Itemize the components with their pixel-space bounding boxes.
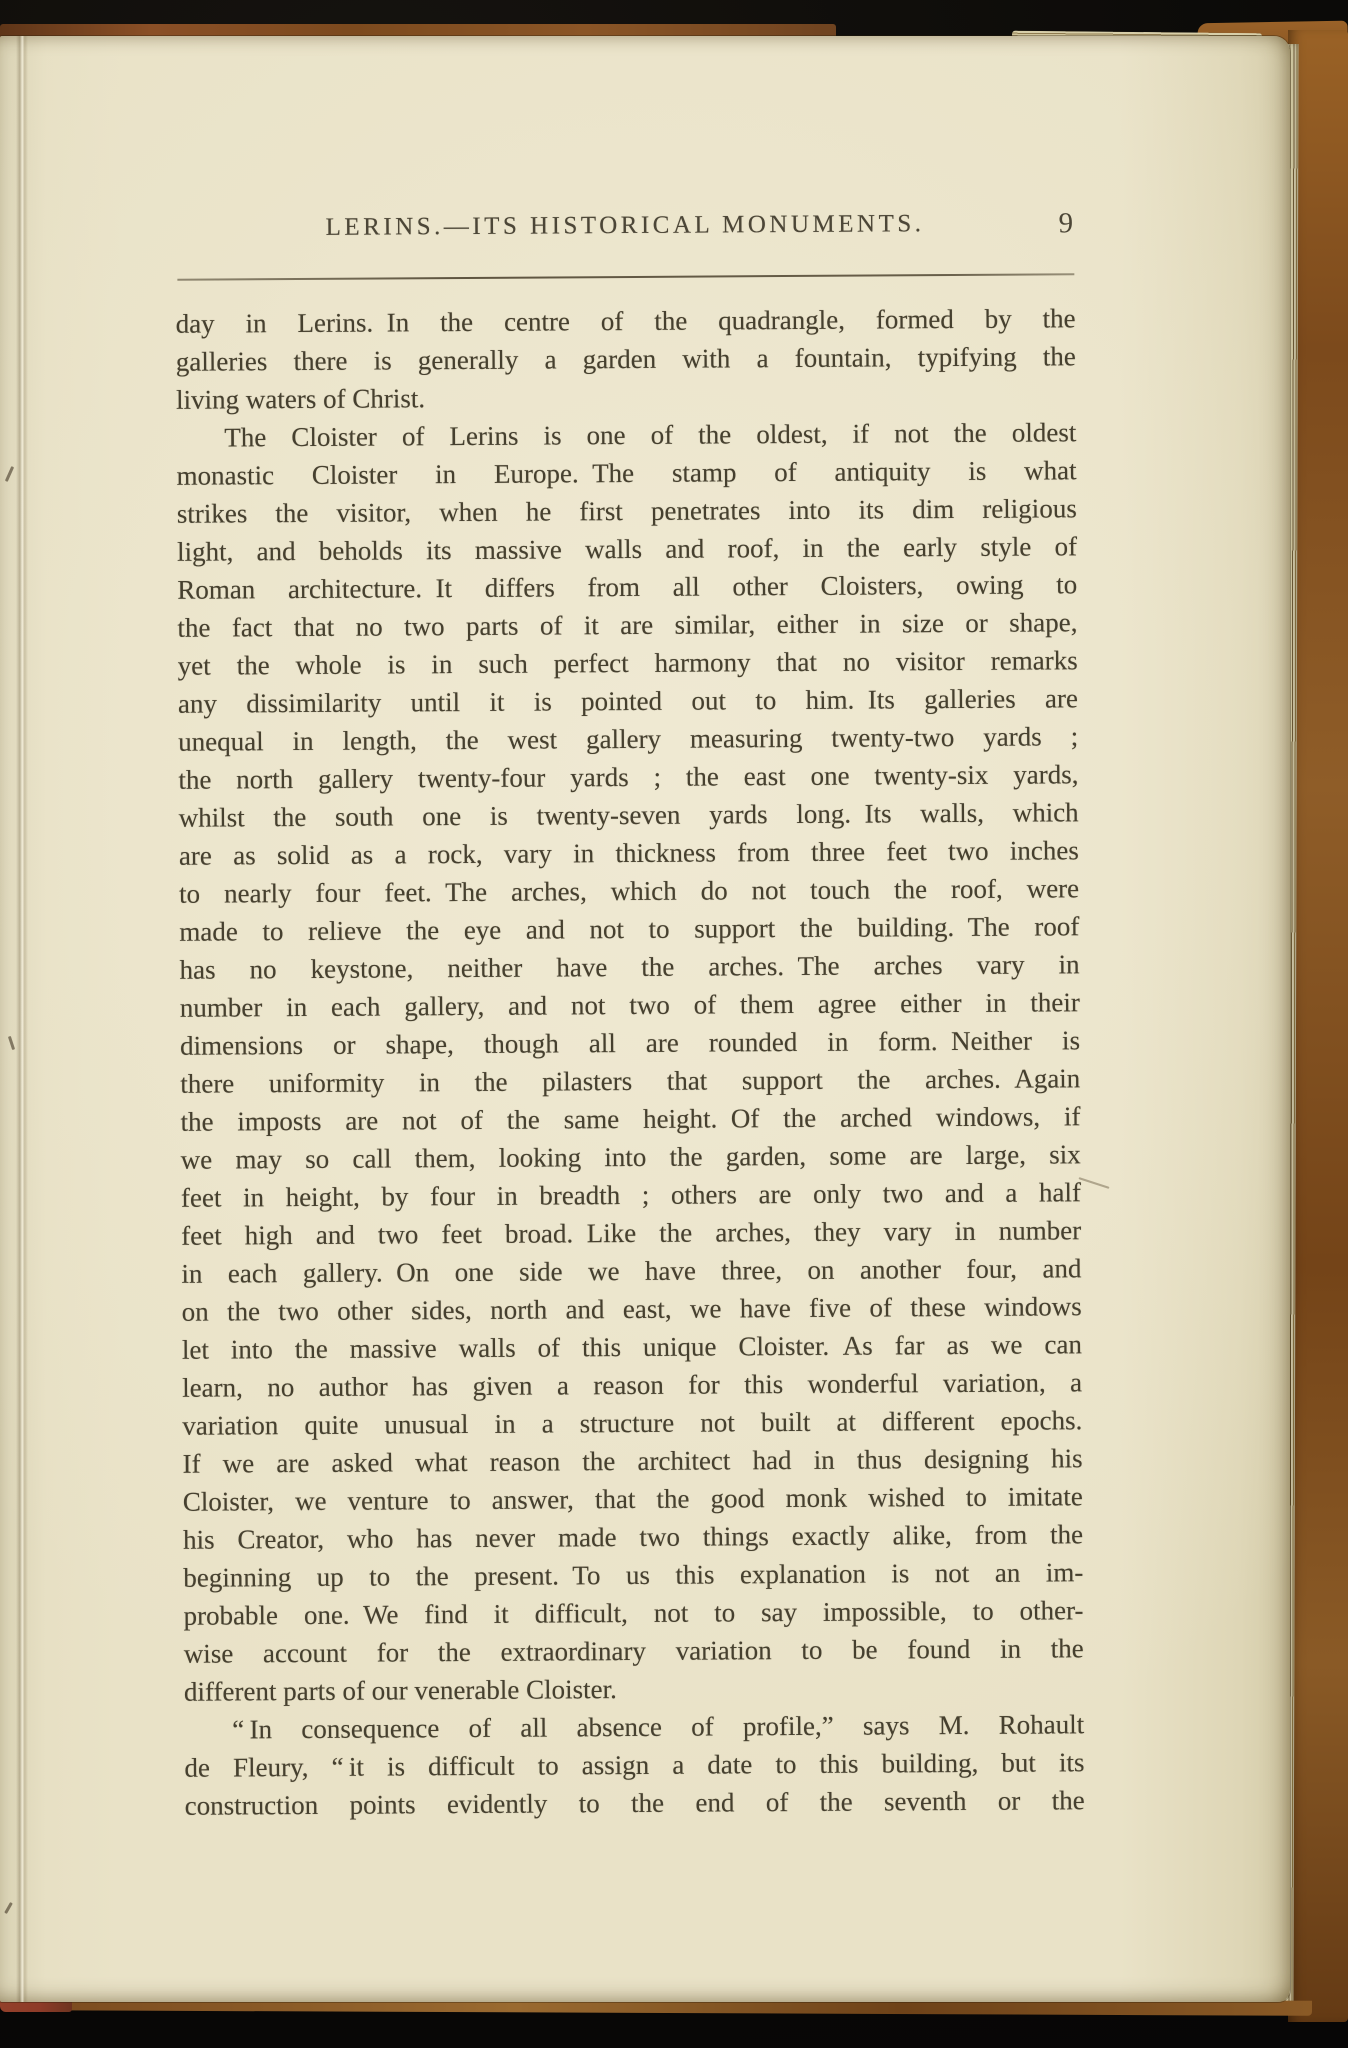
text-line: light, and beholds its massive walls and roof, in the early style of: [176, 531, 1078, 567]
text-line: we may so call them, looking into the garden, some are large, six: [180, 1139, 1081, 1175]
text-line: beginning up to the present. To us this explanation is not an im-: [183, 1557, 1084, 1593]
text-line: different parts of our venerable Cloister.: [183, 1674, 617, 1707]
text-line: unequal in length, the west gallery measuring twenty-two yards ;: [178, 721, 1079, 757]
page-header-row: [175, 209, 1075, 246]
text-line: has no keystone, neither have the arches. The arches vary in: [179, 949, 1080, 985]
text-line: the imposts are not of the same height. Of the arched windows, if: [180, 1101, 1081, 1137]
page-number: 9: [1058, 207, 1074, 240]
header-rule: [177, 273, 1074, 280]
text-line: whilst the south one is twenty-seven yards long. Its walls, which: [178, 797, 1079, 833]
text-line: The Cloister of Lerins is one of the oldest, if not the oldest: [224, 417, 1077, 453]
text-line: made to relieve the eye and not to support the building. The roof: [179, 911, 1080, 947]
text-line: construction points evidently to the end of the seventh or the: [184, 1785, 1085, 1821]
text-line: Cloister, we venture to answer, that the good monk wished to imitate: [182, 1481, 1083, 1517]
text-line: dimensions or shape, though all are rounded in form. Neither is: [179, 1025, 1081, 1061]
text-line: day in Lerins. In the centre of the quadrangle, formed by the: [175, 303, 1076, 339]
text-line: the fact that no two parts of it are similar, either in size or shape,: [177, 607, 1078, 643]
text-line: let into the massive walls of this unique Cloister. As far as we can: [181, 1329, 1082, 1365]
text-line: in each gallery. On one side we have three, on another four, and: [181, 1253, 1082, 1289]
margin-mark: [4, 1902, 13, 1914]
text-line: feet in height, by four in breadth ; others are only two and a half: [180, 1177, 1082, 1213]
text-line: Roman architecture. It differs from all other Cloisters, owing to: [177, 569, 1078, 605]
body-text: [176, 299, 1085, 1824]
text-line: to nearly four feet. The arches, which do not touch the roof, were: [179, 873, 1080, 909]
margin-mark: [8, 1036, 15, 1050]
text-line: number in each gallery, and not two of them agree either in their: [179, 987, 1080, 1023]
text-line: living waters of Christ.: [176, 383, 426, 415]
book-page: [0, 36, 1290, 2002]
text-line: probable one. We find it difficult, not to say impossible, to other-: [183, 1595, 1084, 1631]
text-line: there uniformity in the pilasters that support the arches. Again: [180, 1063, 1081, 1099]
text-line: are as solid as a rock, vary in thickness from three feet two inches: [178, 835, 1079, 871]
margin-mark: [5, 466, 14, 482]
text-line: learn, no author has given a reason for this wonderful variation, a: [182, 1367, 1083, 1403]
stray-pencil-mark: [1078, 1177, 1109, 1189]
page-content: [175, 209, 1085, 1864]
text-line: monastic Cloister in Europe. The stamp of antiquity is what: [176, 455, 1077, 491]
text-line: de Fleury, “ it is difficult to assign a date to this building, but its: [184, 1747, 1085, 1783]
text-line: “ In consequence of all absence of profile,” says M. Rohault: [232, 1709, 1085, 1745]
gutter-crease: [16, 36, 28, 2002]
text-line: variation quite unusual in a structure not built at different epochs.: [182, 1405, 1083, 1441]
text-line: the north gallery twenty-four yards ; the east one twenty-six yards,: [178, 759, 1079, 795]
text-line: strikes the visitor, when he first penetrates into its dim religious: [176, 493, 1077, 529]
text-line: any dissimilarity until it is pointed out to him. Its galleries are: [177, 683, 1079, 719]
text-line: wise account for the extraordinary variation to be found in the: [183, 1633, 1084, 1669]
text-line: If we are asked what reason the architect had in thus designing his: [182, 1443, 1083, 1479]
text-line: yet the whole is in such perfect harmony that no visitor remarks: [177, 645, 1078, 681]
text-line: his Creator, who has never made two things exactly alike, from the: [182, 1519, 1084, 1555]
text-line: galleries there is generally a garden with a fountain, typifying the: [175, 341, 1076, 377]
text-line: feet high and two feet broad. Like the arches, they vary in number: [181, 1215, 1082, 1251]
running-header: LERINS.—ITS HISTORICAL MONUMENTS.: [325, 210, 925, 241]
text-line: on the two other sides, north and east, we have five of these windows: [181, 1291, 1082, 1327]
